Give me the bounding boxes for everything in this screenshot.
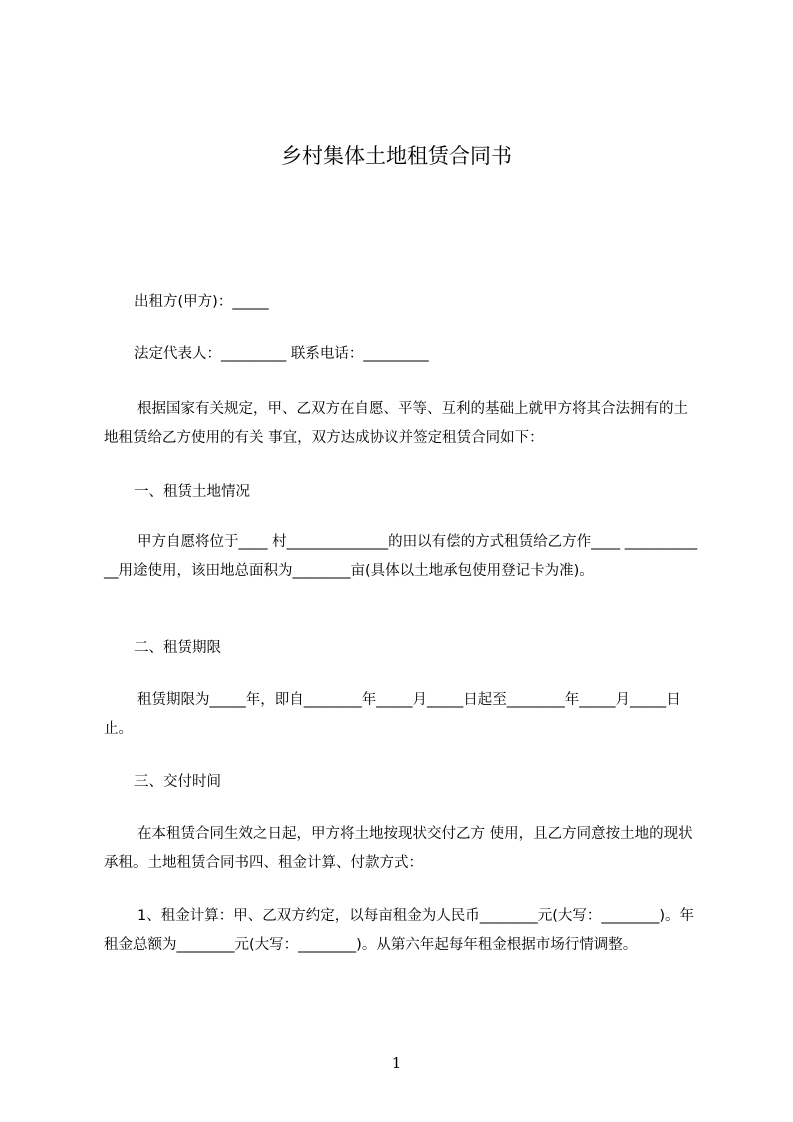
document-title: 乡村集体土地租赁合同书 [281,144,512,168]
intro-paragraph: 根据国家有关规定，甲、乙双方在自愿、平等、互利的基础上就甲方将其合法拥有的土地租赁给乙方使用的有关 事宜，双方达成协议并签定租赁合同如下： [104,401,688,446]
lessor-line: 出租方(甲方)：_____ [134,294,269,310]
section-3-body: 在本租赁合同生效之日起，甲方将土地按现状交付乙方 使用，且乙方同意按土地的现状承租。土地租赁合同书四、租金计算、付款方式： [104,826,693,871]
section-1-heading: 一、租赁土地情况 [134,484,250,500]
rent-clause: 1、租金计算：甲、乙双方约定，以每亩租金为人民币________元(大写：________)。年租金总额为________元(大写：________)。从第六年起每年租金根据市场行情调整。 [104,908,695,953]
section-2-heading: 二、租赁期限 [134,640,221,656]
section-2-body: 租赁期限为_____年，即自________年_____月_____日起至________年_____月_____日止。 [104,692,681,737]
section-3-heading: 三、交付时间 [134,774,221,790]
page-number: 1 [391,1054,402,1072]
section-1-body: 甲方自愿将位于____ 村______________的田以有偿的方式租赁给乙方作____ ____________用途使用，该田地总面积为________亩(具体以土地承包使用登记卡为准)。 [104,534,698,579]
representative-line: 法定代表人：_________ 联系电话：_________ [134,346,429,362]
